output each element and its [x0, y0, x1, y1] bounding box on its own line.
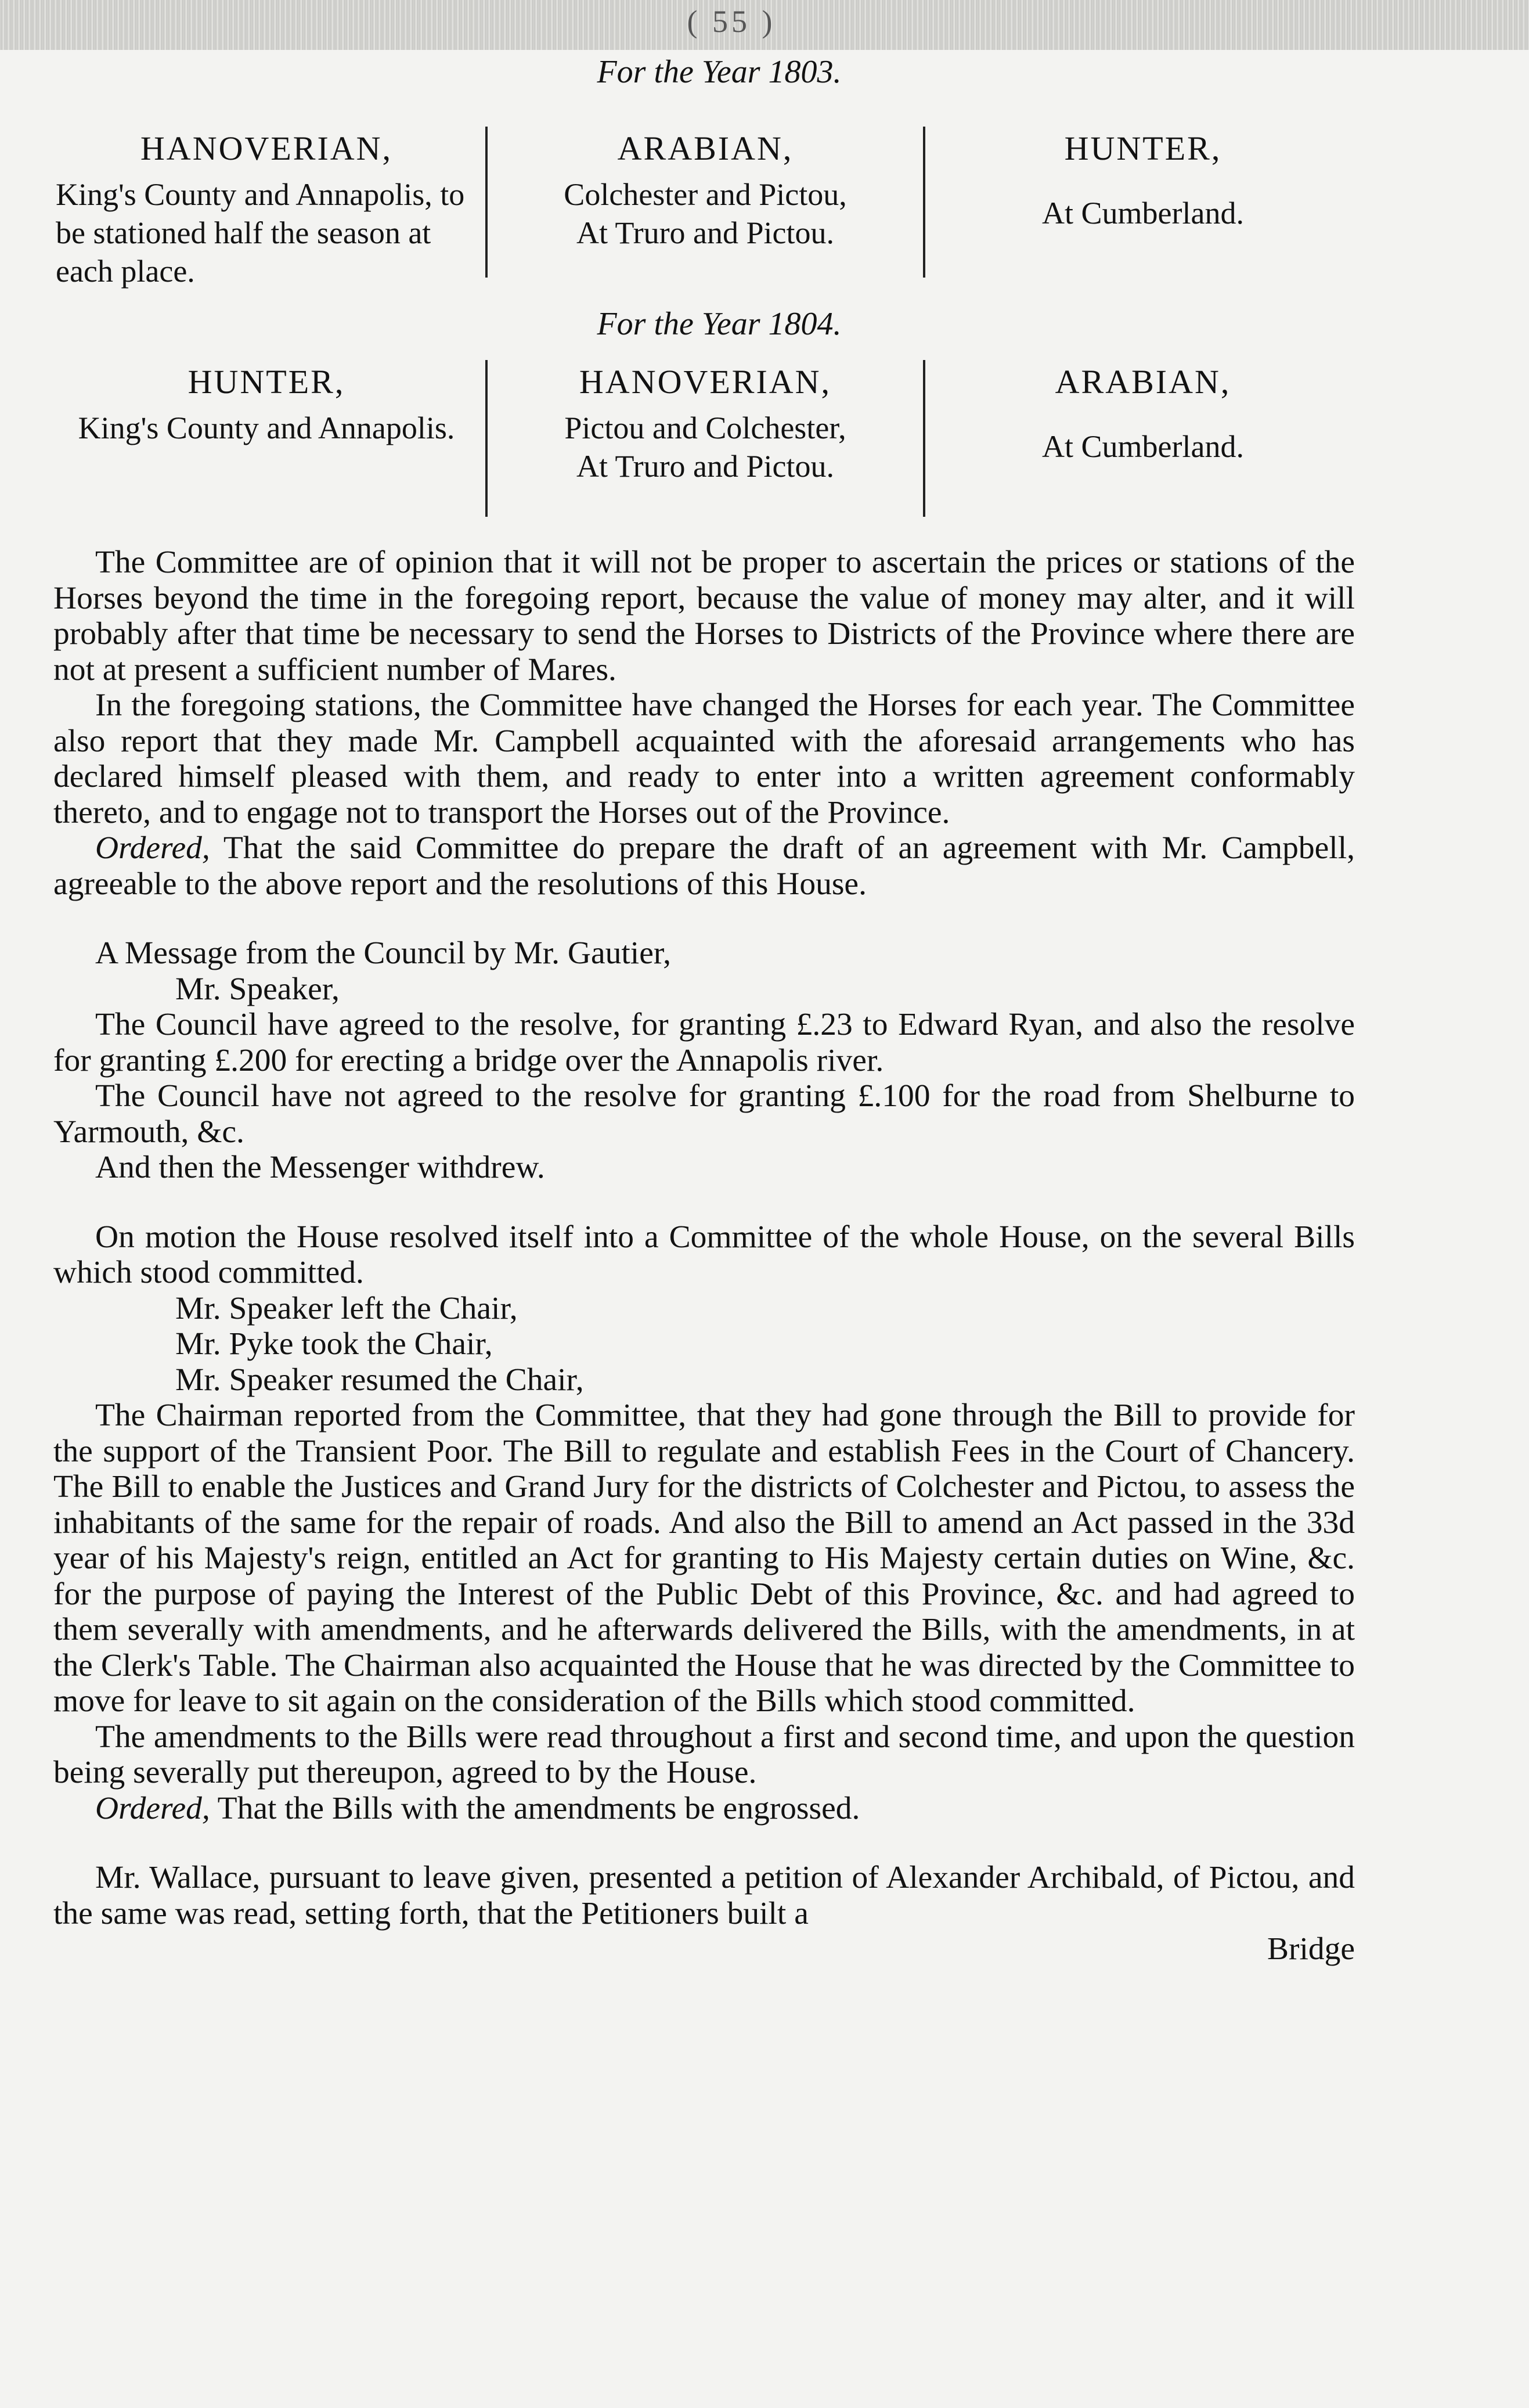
catchword: Bridge — [1267, 1931, 1355, 1967]
horse-name: ARABIAN, — [1055, 363, 1231, 401]
paragraph-council-agreed: The Council have agreed to the resolve, for granting £.23 to Edward Ryan, and also the resolve for granting £.200 for erecting a bridge over the Annapolis river. — [53, 1007, 1355, 1078]
stations-table-1804 — [48, 360, 1361, 517]
paragraph-wallace-petition: Mr. Wallace, pursuant to leave given, presented a petition of Alexander Archibald, of Pictou, and the same was read, setting forth, that the Petitioners built a — [53, 1860, 1355, 1931]
station-place-line: At Truro and Pictou. — [576, 449, 835, 484]
station-column — [48, 360, 485, 517]
ordered-text: That the said Committee do prepare the draft of an agreement with Mr. Campbell, agreeable to the above report and the resolutions of this House. — [53, 830, 1355, 902]
paragraph-ordered-draft — [53, 830, 1355, 902]
paragraph-committee-opinion: The Committee are of opinion that it will not be proper to ascertain the prices or stations of the Horses beyond the time in the foregoing report, because the value of money may alter, and it will probably after that time be necessary to send the Horses to Districts of the Province where there are not at present a sufficient number of Mares. — [53, 545, 1355, 688]
paragraph-address: Mr. Speaker, — [175, 971, 340, 1007]
station-column — [485, 127, 923, 278]
paragraph-council-message: A Message from the Council by Mr. Gautier, — [95, 935, 671, 971]
paragraph-messenger-withdrew: And then the Messenger withdrew. — [95, 1150, 545, 1185]
paragraph-ordered-engrossed — [53, 1791, 1355, 1827]
paragraph-pyke-chair: Mr. Pyke took the Chair, — [175, 1326, 493, 1362]
paragraph-changed-horses: In the foregoing stations, the Committee have changed the Horses for each year. The Committee also report that they made Mr. Campbell acquainted with the aforesaid arrangements who has declared himself pleased with them, and ready to enter into a written agreement conformably thereto, and to engage not to transport the Horses out of the Province. — [53, 688, 1355, 830]
horse-name: HUNTER, — [1064, 129, 1222, 167]
horse-name: ARABIAN, — [617, 129, 794, 167]
paragraph-speaker-resumed: Mr. Speaker resumed the Chair, — [175, 1362, 584, 1398]
page-number: ( 55 ) — [687, 4, 776, 39]
paragraph-chairman-report: The Chairman reported from the Committee, that they had gone through the Bill to provide for the support of the Transient Poor. The Bill to regulate and establish Fees in the Court of Chancery. The Bill to enable the Justices and Grand Jury for the districts of Colchester and Pictou, to assess the inhabitants of the same for the repair of roads. And also the Bill to amend an Act passed in the 33d year of his Majesty's reign, entitled an Act for granting to His Majesty certain duties on Wine, &c. for the purpose of paying the Interest of the Public Debt of this Province, &c. and had agreed to them severally with amendments, and he afterwards delivered the Bills, with the amendments, in at the Clerk's Table. The Chairman also acquainted the House that he was directed by the Committee to move for leave to sit again on the consideration of the Bills which stood committed. — [53, 1398, 1355, 1719]
horse-name: HUNTER, — [187, 363, 345, 401]
horse-name: HANOVERIAN, — [579, 363, 832, 401]
journal-body — [53, 545, 1355, 1967]
paragraph-committee-whole: On motion the House resolved itself into a Committee of the whole House, on the several Bills which stood committed. — [53, 1219, 1355, 1290]
station-place-line: At Truro and Pictou. — [576, 215, 835, 250]
station-place: King's County and Annapolis, to be stationed half the season at each place. — [56, 177, 465, 289]
station-column — [48, 127, 485, 289]
station-place-line: Colchester and Pictou, — [564, 177, 847, 212]
paragraph-speaker-left: Mr. Speaker left the Chair, — [175, 1290, 518, 1326]
station-column — [923, 360, 1361, 517]
station-place: At Cumberland. — [1042, 429, 1244, 464]
station-place-line: Pictou and Colchester, — [564, 411, 846, 445]
horse-name: HANOVERIAN, — [140, 129, 393, 167]
station-column — [485, 360, 923, 517]
stations-table-1803 — [48, 127, 1361, 289]
year-heading-1803: For the Year 1803. — [597, 54, 842, 90]
year-heading-1804: For the Year 1804. — [597, 306, 842, 342]
station-place: King's County and Annapolis. — [78, 411, 455, 445]
paragraph-council-not-agreed: The Council have not agreed to the resolve for granting £.100 for the road from Shelburne to Yarmouth, &c. — [53, 1078, 1355, 1150]
ordered-text: That the Bills with the amendments be engrossed. — [210, 1790, 860, 1826]
ordered-lead: Ordered, — [95, 830, 210, 866]
station-column — [923, 127, 1361, 278]
ordered-lead: Ordered, — [95, 1790, 210, 1826]
paragraph-amendments-read: The amendments to the Bills were read throughout a first and second time, and upon the question being severally put thereupon, agreed to by the House. — [53, 1719, 1355, 1790]
station-place: At Cumberland. — [1042, 196, 1244, 231]
